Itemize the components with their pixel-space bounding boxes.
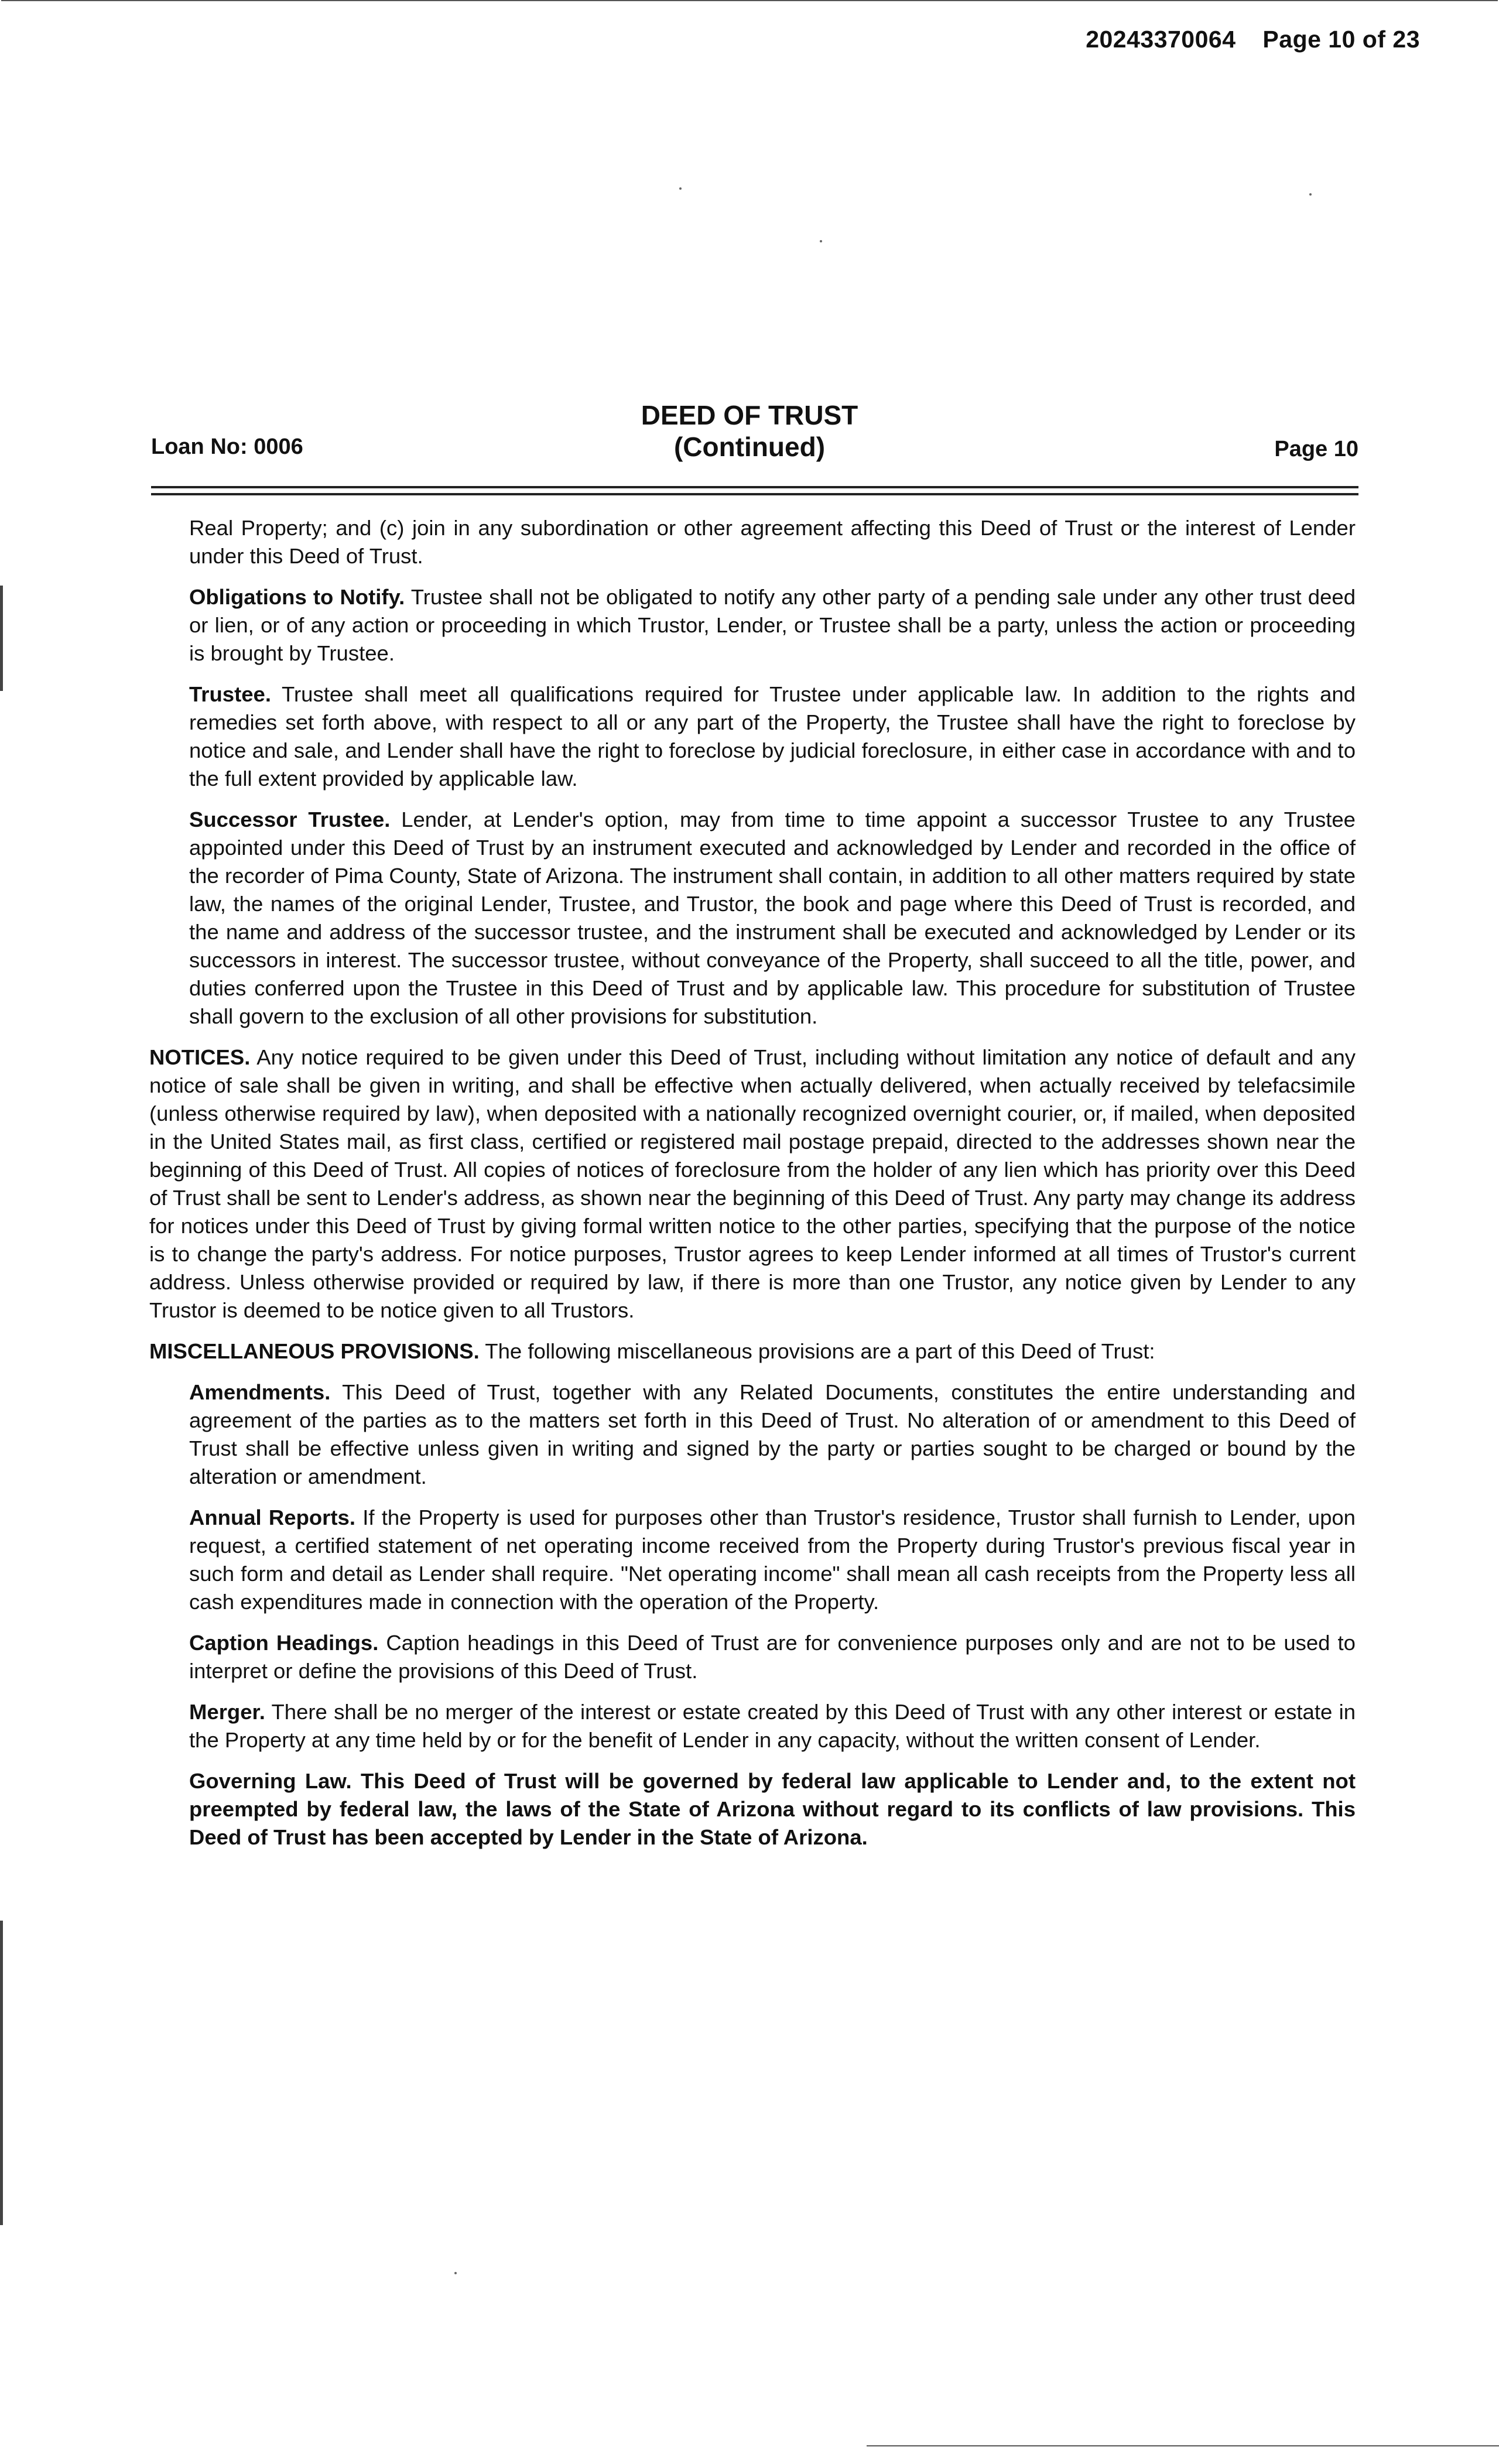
scan-bottom-edge <box>867 2445 1499 2446</box>
scan-speck <box>820 240 822 242</box>
trustee-text: Trustee shall meet all qualifications required for Trustee under applicable law. In addition to the rights and remedies set forth above, with respect to all or any part of the Property, the Trustee shall have the right to foreclose by notice and sale, and Lender shall have the right to foreclose by judicial foreclosure, in either case in accordance with and to the full extent provided by applicable law. <box>189 682 1356 790</box>
obligations-text: Trustee shall not be obligated to notify any other party of a pending sale under any other trust deed or lien, or of any action or proceeding in which Trustor, Lender, or Trustee shall be a party, unless the action or proceeding is brought by Trustee. <box>189 585 1356 665</box>
merger-heading: Merger. <box>189 1700 265 1724</box>
scan-speck <box>454 2272 457 2274</box>
annual-reports-paragraph <box>189 1504 1356 1616</box>
scan-top-edge <box>1 0 1498 1</box>
recording-document-number: 20243370064 <box>1086 26 1236 53</box>
successor-trustee-text: Lender, at Lender's option, may from time to time appoint a successor Trustee to any Trustee appointed under this Deed of Trust by an instrument executed and acknowledged by Lender and recorded in the office of the recorder of Pima County, State of Arizona. The instrument shall contain, in addition to all other matters required by state law, the names of the original Lender, Trustee, and Trustor, the book and page where this Deed of Trust is recorded, and the name and address of the successor trustee, and the instrument shall be executed and acknowledged by Lender or its successors in interest. The successor trustee, without conveyance of the Property, shall succeed to all the title, power, and duties conferred upon the Trustee in this Deed of Trust and by applicable law. This procedure for substitution of Trustee shall govern to the exclusion of all other provisions for substitution. <box>189 807 1356 1028</box>
governing-law-heading: Governing Law. <box>189 1769 352 1793</box>
intro-text: Real Property; and (c) join in any subordination or other agreement affecting this Deed of Trust or the interest of Lender under this Deed of Trust. <box>189 516 1356 568</box>
successor-trustee-heading: Successor Trustee. <box>189 807 391 831</box>
caption-headings-heading: Caption Headings. <box>189 1631 379 1655</box>
merger-paragraph <box>189 1698 1356 1754</box>
trustee-paragraph <box>189 680 1356 793</box>
amendments-paragraph <box>189 1378 1356 1491</box>
recording-page-count: Page 10 of 23 <box>1262 26 1420 53</box>
obligations-paragraph <box>189 583 1356 668</box>
governing-law-paragraph <box>189 1767 1356 1852</box>
merger-text: There shall be no merger of the interest or estate created by this Deed of Trust with any other interest or estate in the Property at any time held by or for the benefit of Lender in any capacity, without the written consent of Lender. <box>189 1700 1356 1752</box>
miscellaneous-heading: MISCELLANEOUS PROVISIONS. <box>149 1339 480 1363</box>
loan-number-line <box>151 434 303 460</box>
loan-number-label: Loan No: <box>151 434 248 459</box>
annual-reports-heading: Annual Reports. <box>189 1505 355 1529</box>
miscellaneous-paragraph <box>149 1337 1356 1366</box>
annual-reports-text: If the Property is used for purposes other than Trustor's residence, Trustor shall furnish to Lender, upon request, a certified statement of net operating income received from the Property during Trustor's previous fiscal year in such form and detail as Lender shall require. "Net operating income" shall mean all cash receipts from the Property less all cash expenditures made in connection with the operation of the Property. <box>189 1505 1356 1614</box>
header-rule-bottom <box>151 493 1358 495</box>
caption-headings-text: Caption headings in this Deed of Trust are for convenience purposes only and are not to be used to interpret or define the provisions of this Deed of Trust. <box>189 1631 1356 1683</box>
scan-speck <box>679 187 682 190</box>
notices-text: Any notice required to be given under this Deed of Trust, including without limitation any notice of default and any notice of sale shall be given in writing, and shall be effective when actually delivered, when actually received by telefacsimile (unless otherwise required by law), when deposited with a nationally recognized overnight courier, or, if mailed, when deposited in the United States mail, as first class, certified or registered mail postage prepaid, directed to the addresses shown near the beginning of this Deed of Trust. All copies of notices of foreclosure from the holder of any lien which has priority over this Deed of Trust shall be sent to Lender's address, as shown near the beginning of this Deed of Trust. Any party may change its address for notices under this Deed of Trust by giving formal written notice to the other parties, specifying that the purpose of the notice is to change the party's address. For notice purposes, Trustor agrees to keep Lender informed at all times of Trustor's current address. Unless otherwise provided or required by law, if there is more than one Trustor, any notice given by Lender to any Trustor is deemed to be notice given to all Trustors. <box>149 1045 1356 1322</box>
obligations-heading: Obligations to Notify. <box>189 585 405 609</box>
scan-speck <box>1309 193 1312 196</box>
document-title: DEED OF TRUST <box>641 400 858 430</box>
successor-trustee-paragraph <box>189 806 1356 1031</box>
scan-edge-mark <box>0 586 3 691</box>
caption-headings-paragraph <box>189 1629 1356 1685</box>
amendments-text: This Deed of Trust, together with any Related Documents, constitutes the entire understanding and agreement of the parties as to the matters set forth in this Deed of Trust. No alteration of or amendment to this Deed of Trust shall be effective unless given in writing and signed by the party or parties sought to be charged or bound by the alteration or amendment. <box>189 1380 1356 1488</box>
intro-paragraph <box>189 514 1356 570</box>
miscellaneous-text: The following miscellaneous provisions are a part of this Deed of Trust: <box>485 1339 1155 1363</box>
scan-edge-mark <box>0 1921 3 2225</box>
notices-heading: NOTICES. <box>149 1045 251 1069</box>
amendments-heading: Amendments. <box>189 1380 331 1404</box>
notices-paragraph <box>149 1043 1356 1325</box>
document-body <box>149 514 1356 1864</box>
recording-header <box>1086 26 1420 53</box>
document-subtitle: (Continued) <box>673 432 826 462</box>
page-label: Page 10 <box>1274 437 1358 461</box>
trustee-heading: Trustee. <box>189 682 271 706</box>
loan-number: 0006 <box>254 434 303 459</box>
governing-law-text: This Deed of Trust will be governed by federal law applicable to Lender and, to the extent not preempted by federal law, the laws of the State of Arizona without regard to its conflicts of law provisions. This Deed of Trust has been accepted by Lender in the State of Arizona. <box>189 1769 1356 1849</box>
header-rule-top <box>151 486 1358 488</box>
